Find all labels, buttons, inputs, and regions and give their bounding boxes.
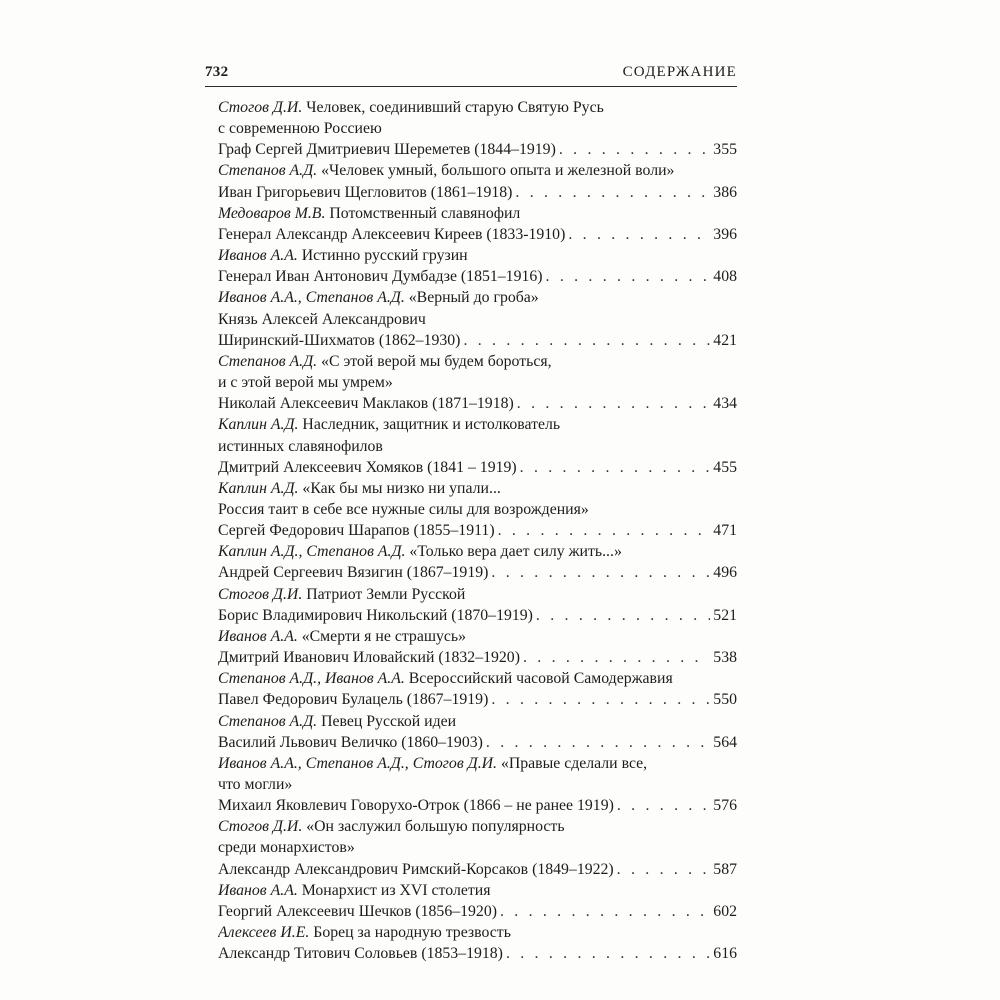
toc-entry-person: Павел Федорович Булацель (1867–1919) (218, 691, 489, 709)
toc-entry-author: Иванов А.А. (218, 881, 298, 899)
toc-entry-page-number: 434 (713, 395, 737, 413)
toc-entry-line (218, 816, 737, 837)
toc-entry-page-number: 455 (713, 458, 737, 476)
toc-entry-title: Россия таит в себе все нужные силы для возрождения» (218, 500, 589, 518)
dot-leader (617, 795, 710, 816)
toc-entry-title: «Правые сделали все, (497, 754, 648, 772)
toc-entry-leader-line (218, 393, 737, 414)
toc-entry-title: среди монархистов» (218, 839, 355, 857)
toc-entry-leader-line (218, 182, 737, 203)
toc-entry-title: «Только вера дает силу жить...» (405, 543, 622, 561)
toc-entry-line (218, 499, 737, 520)
toc-entry-author: Степанов А.Д. (218, 162, 318, 180)
dot-leader (523, 647, 710, 668)
toc-entry-title: Князь Алексей Александрович (218, 310, 426, 328)
toc-entry-line (218, 436, 737, 457)
toc-entry-author: Стогов Д.И. (218, 818, 303, 836)
toc-entry-person: Генерал Александр Алексеевич Киреев (1833-1910) (218, 225, 566, 243)
toc-entry-line (218, 414, 737, 435)
toc-entry-title: Патриот Земли Русской (302, 585, 466, 603)
toc-entry-title: и с этой верой мы умрем» (218, 374, 393, 392)
toc-entry-author: Иванов А.А., Степанов А.Д., Стогов Д.И. (218, 754, 497, 772)
toc-entry (218, 711, 737, 753)
dot-leader (568, 224, 710, 245)
toc-entry-title: с современною Россиею (218, 120, 382, 138)
toc-entry (218, 880, 737, 922)
dot-leader (491, 689, 710, 710)
toc-entry-line (218, 711, 737, 732)
toc-entry-leader-line (218, 562, 737, 583)
dot-leader (520, 457, 711, 478)
toc-entry-title: «С этой верой мы будем бороться, (317, 352, 552, 370)
toc-entry-page-number: 408 (713, 268, 737, 286)
toc-entry-page-number: 587 (713, 860, 737, 878)
toc-entry-person: Дмитрий Иванович Иловайский (1832–1920) (218, 649, 520, 667)
toc-entry-leader-line (218, 901, 737, 922)
toc-entry-author: Степанов А.Д. (218, 352, 318, 370)
dot-leader (498, 520, 711, 541)
toc-entry (218, 245, 737, 287)
toc-entry-title: Истинно русский грузин (297, 247, 468, 265)
toc-entry-leader-line (218, 224, 737, 245)
toc-entry-title: Наследник, защитник и истолкователь (298, 416, 561, 434)
toc-entry-title: «Верный до гроба» (404, 289, 539, 307)
toc-entry (218, 160, 737, 202)
toc-entry-leader-line (218, 689, 737, 710)
dot-leader (491, 562, 710, 583)
toc-entry-leader-line (218, 139, 737, 160)
toc-entry-line (218, 203, 737, 224)
toc-entry-title: Монархист из XVI столетия (297, 881, 491, 899)
dot-leader (559, 139, 710, 160)
toc-entry-title: Всероссийский часовой Самодержавия (404, 670, 673, 688)
toc-entry (218, 541, 737, 583)
toc-entry-person: Иван Григорьевич Щегловитов (1861–1918) (218, 183, 513, 201)
toc-entry-line (218, 245, 737, 266)
dot-leader (515, 182, 710, 203)
dot-leader (617, 859, 711, 880)
toc-entry-person: Михаил Яковлевич Говорухо-Отрок (1866 – не ранее 1919) (218, 797, 614, 815)
toc-entry-line (218, 372, 737, 393)
page-header (205, 60, 737, 87)
toc-entry-page-number: 355 (713, 141, 737, 159)
toc-entry-page-number: 602 (713, 902, 737, 920)
toc-entry-line (218, 668, 737, 689)
toc-entry-person: Дмитрий Алексеевич Хомяков (1841 – 1919) (218, 458, 517, 476)
toc-entry-author: Стогов Д.И. (218, 99, 303, 116)
toc-entry-title: Потомственный славянофил (325, 204, 521, 222)
toc-entry-title: истинных славянофилов (218, 437, 383, 455)
toc-entry-line (218, 351, 737, 372)
toc-entry-title: «Смерти я не страшусь» (297, 627, 467, 645)
toc-entry-leader-line (218, 647, 737, 668)
toc-entry-leader-line (218, 795, 737, 816)
toc-entry-page-number: 550 (713, 691, 737, 709)
toc-entry-line (218, 626, 737, 647)
toc-entry-page-number: 386 (713, 183, 737, 201)
toc-entry-person: Борис Владимирович Никольский (1870–1919) (218, 606, 533, 624)
toc-entry-line (218, 753, 737, 774)
toc-entry-line (218, 287, 737, 308)
toc-entry-person: Сергей Федорович Шарапов (1855–1911) (218, 522, 495, 540)
toc-entry-page-number: 576 (713, 797, 737, 815)
toc-entry-page-number: 421 (713, 331, 737, 349)
toc-entry (218, 584, 737, 626)
toc-entry-page-number: 396 (713, 225, 737, 243)
toc-entry (218, 478, 737, 541)
toc-entry-person: Георгий Алексеевич Шечков (1856–1920) (218, 902, 497, 920)
toc-entry-page-number: 564 (713, 733, 737, 751)
toc-entry-leader-line (218, 943, 737, 964)
toc-entry-person: Александр Александрович Римский-Корсаков (1849–1922) (218, 860, 614, 878)
toc-entry-page-number: 496 (713, 564, 737, 582)
toc-entry-leader-line (218, 732, 737, 753)
toc-entry (218, 668, 737, 710)
toc-entry-line (218, 584, 737, 605)
toc-entry-author: Степанов А.Д., Иванов А.А. (218, 670, 405, 688)
toc-entry-line (218, 478, 737, 499)
toc-entry-person: Генерал Иван Антонович Думбадзе (1851–1916) (218, 268, 543, 286)
toc-entry (218, 287, 737, 350)
toc-entry-page-number: 521 (713, 606, 737, 624)
page-number: 732 (205, 64, 229, 80)
toc-entry-author: Иванов А.А., Степанов А.Д. (218, 289, 405, 307)
toc-entry-author: Каплин А.Д. (218, 479, 299, 497)
toc-entry-title: Певец Русской идеи (317, 712, 457, 730)
toc-entry-title: «Как бы мы низко ни упали... (298, 479, 501, 497)
toc-entry-line (218, 97, 737, 118)
dot-leader (546, 266, 711, 287)
toc-entry-person: Василий Львович Величко (1860–1903) (218, 733, 483, 751)
toc-entry-author: Иванов А.А. (218, 627, 298, 645)
dot-leader (463, 330, 710, 351)
toc-entry-line (218, 922, 737, 943)
dot-leader (517, 393, 711, 414)
toc-entry-page-number: 471 (713, 522, 737, 540)
toc-entry-page-number: 616 (713, 945, 737, 963)
toc-entry-leader-line (218, 605, 737, 626)
dot-leader (536, 605, 710, 626)
section-title: СОДЕРЖАНИЕ (622, 64, 737, 80)
toc-entry (218, 203, 737, 245)
toc-entry-title: Борец за народную трезвость (309, 924, 511, 942)
toc-entry-line (218, 541, 737, 562)
toc-entry (218, 414, 737, 477)
toc-entry-author: Стогов Д.И. (218, 585, 303, 603)
toc-entry-leader-line (218, 859, 737, 880)
toc-entry-line (218, 774, 737, 795)
toc-entry-author: Каплин А.Д. (218, 416, 299, 434)
toc-entry-leader-line (218, 457, 737, 478)
toc-entry (218, 816, 737, 879)
toc-entry-author: Алексеев И.Е. (218, 924, 310, 942)
toc-entry-page-number: 538 (713, 649, 737, 667)
toc-entry-author: Каплин А.Д., Степанов А.Д. (218, 543, 406, 561)
toc-entry-person: Ширинский-Шихматов (1862–1930) (218, 331, 461, 349)
toc-entry-line (218, 118, 737, 139)
dot-leader (506, 943, 710, 964)
toc-entry-person: Граф Сергей Дмитриевич Шереметев (1844–1919) (218, 141, 556, 159)
toc-entry-line (218, 160, 737, 181)
toc-entry (218, 753, 737, 816)
toc-entry (218, 97, 737, 160)
toc-entry-title: «Человек умный, большого опыта и железной воли» (317, 162, 675, 180)
dot-leader (486, 732, 710, 753)
toc-entry-line (218, 309, 737, 330)
table-of-contents (218, 97, 737, 964)
toc-entry (218, 626, 737, 668)
dot-leader (500, 901, 710, 922)
toc-entry-author: Иванов А.А. (218, 247, 298, 265)
toc-entry (218, 351, 737, 414)
toc-entry (218, 922, 737, 964)
toc-entry-author: Медоваров М.В. (218, 204, 326, 222)
toc-entry-leader-line (218, 266, 737, 287)
toc-entry-title: Человек, соединивший старую Святую Русь (302, 99, 604, 116)
toc-entry-line (218, 837, 737, 858)
toc-entry-author: Степанов А.Д. (218, 712, 318, 730)
toc-entry-person: Николай Алексеевич Маклаков (1871–1918) (218, 395, 514, 413)
toc-entry-leader-line (218, 330, 737, 351)
toc-entry-line (218, 880, 737, 901)
toc-entry-title: что могли» (218, 776, 293, 793)
toc-entry-person: Андрей Сергеевич Вязигин (1867–1919) (218, 564, 489, 582)
toc-entry-person: Александр Титович Соловьев (1853–1918) (218, 945, 503, 963)
toc-entry-title: «Он заслужил большую популярность (302, 818, 565, 836)
toc-entry-leader-line (218, 520, 737, 541)
